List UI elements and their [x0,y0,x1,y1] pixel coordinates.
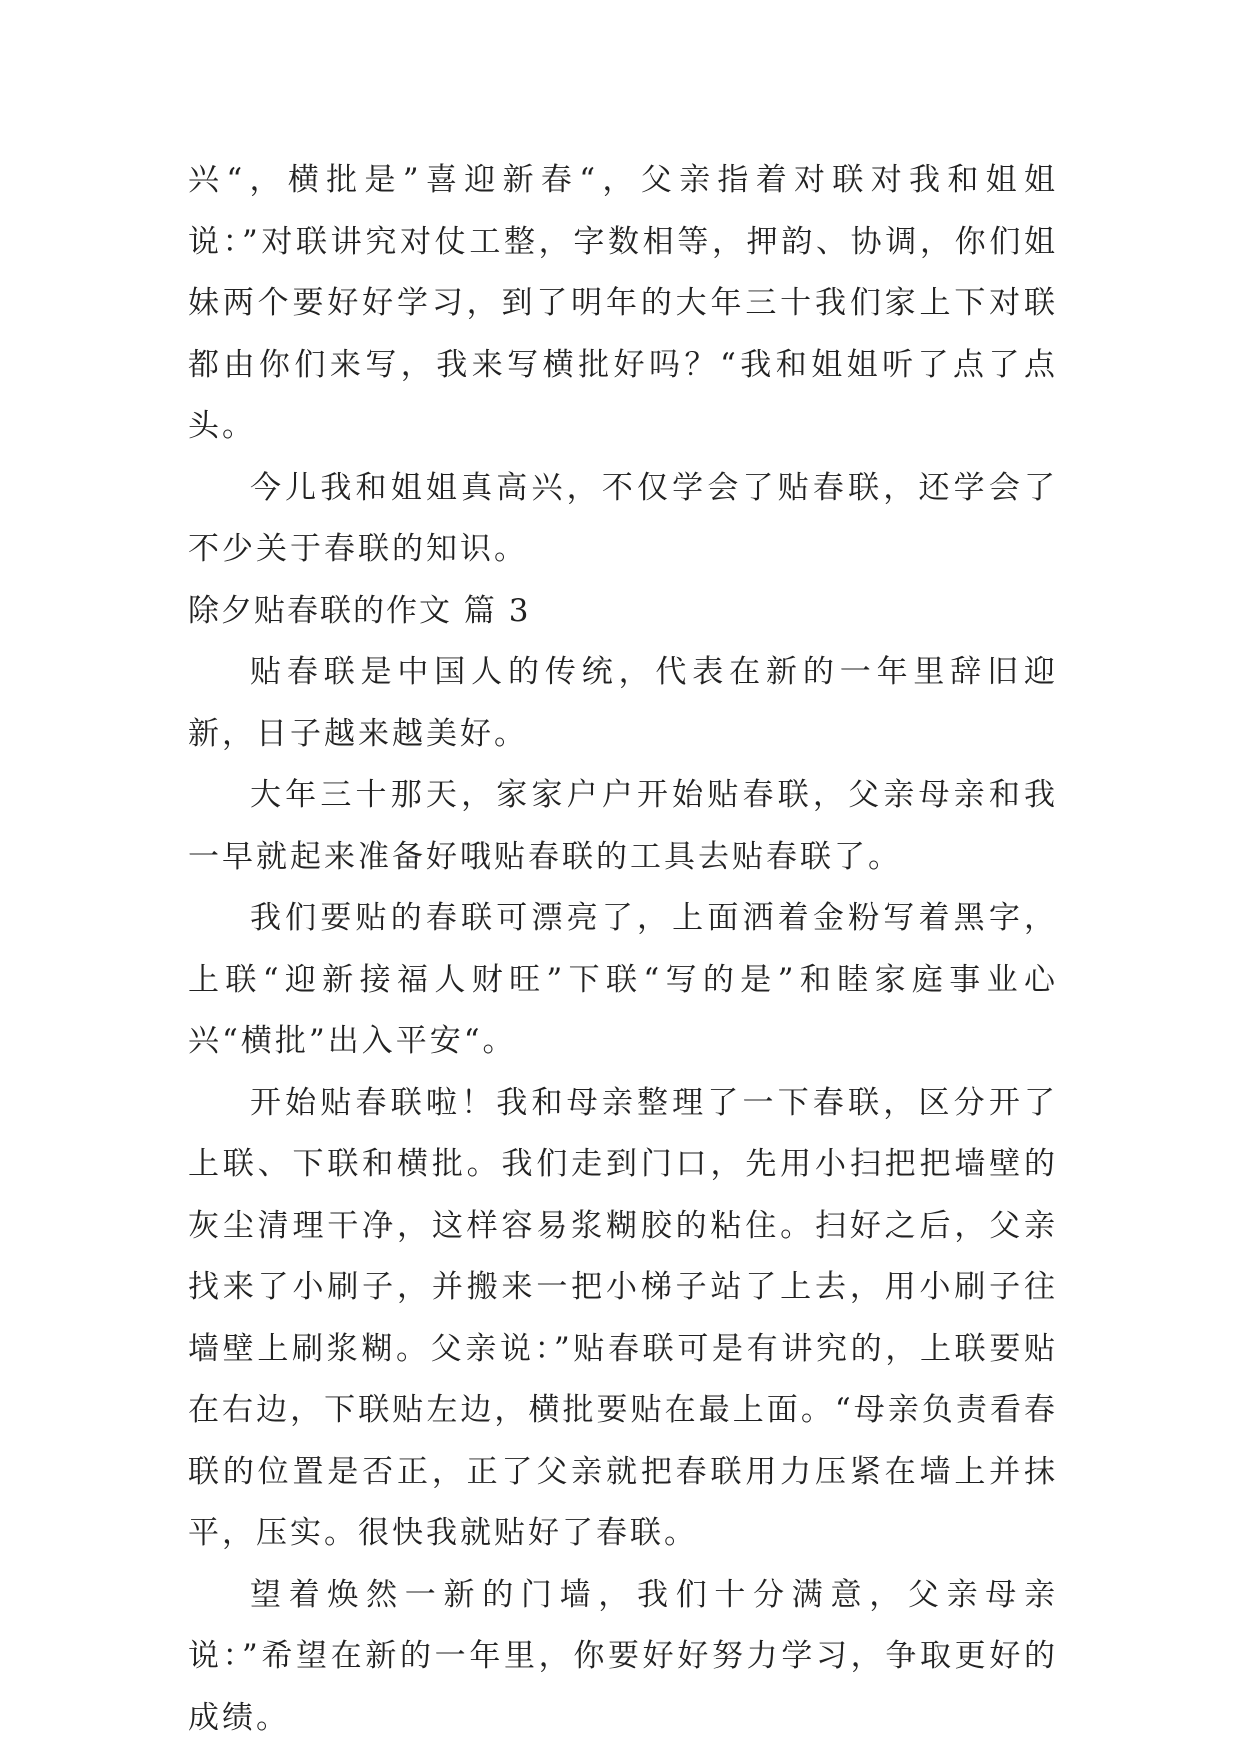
paragraph-continuation: 兴“，横批是”喜迎新春“，父亲指着对联对我和姐姐说：”对联讲究对仗工整，字数相等，押韵、协调，你们姐妹两个要好好学习，到了明年的大年三十我们家上下对联都由你们来写，我来写横批好吗？“我和姐姐听了点了点头。 [188,162,1058,444]
paragraph-new-year-eve: 大年三十那天，家家户户开始贴春联，父亲母亲和我一早就起来准备好哦贴春联的工具去贴春联了。 [188,777,1058,875]
paragraph-conclusion: 今儿我和姐姐真高兴，不仅学会了贴春联，还学会了不少关于春联的知识。 [188,469,1058,567]
document-body [188,150,1058,1749]
paragraph-intro: 贴春联是中国人的传统，代表在新的一年里辞旧迎新，日子越来越美好。 [188,654,1058,752]
paragraph-pasting-process: 开始贴春联啦！我和母亲整理了一下春联，区分开了上联、下联和横批。我们走到门口，先用小扫把把墙壁的灰尘清理干净，这样容易浆糊胶的粘住。扫好之后，父亲找来了小刷子，并搬来一把小梯子站了上去，用小刷子往墙壁上刷浆糊。父亲说：”贴春联可是有讲究的，上联要贴在右边，下联贴左边，横批要贴在最上面。“母亲负责看春联的位置是否正，正了父亲就把春联用力压紧在墙上并抹平，压实。很快我就贴好了春联。 [188,1084,1058,1551]
section-heading: 除夕贴春联的作文 篇 3 [188,592,531,629]
paragraph-couplet-description: 我们要贴的春联可漂亮了，上面洒着金粉写着黑字，上联“迎新接福人财旺”下联“写的是”和睦家庭事业心兴“横批”出入平安“。 [188,900,1058,1059]
paragraph-ending: 望着焕然一新的门墙，我们十分满意，父亲母亲说：”希望在新的一年里，你要好好努力学习，争取更好的成绩。 [188,1576,1058,1736]
